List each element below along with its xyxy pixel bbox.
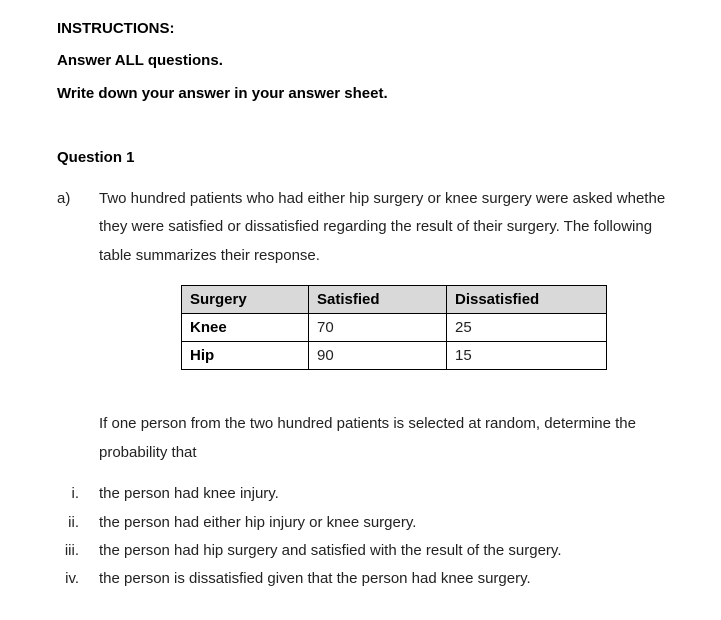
item-text: the person had knee injury. xyxy=(99,485,279,502)
header-dissatisfied: Dissatisfied xyxy=(447,286,607,314)
instructions-line-2: Write down your answer in your answer sheet. xyxy=(57,85,388,102)
item-text: the person had either hip injury or knee surgery. xyxy=(99,514,417,531)
paragraph-line-2: they were satisfied or dissatisfied regarding the result of their surgery. The following xyxy=(99,218,653,235)
table-row xyxy=(182,314,607,342)
surgery-table xyxy=(181,285,607,370)
item-text: the person had hip surgery and satisfied with the result of the surgery. xyxy=(99,542,562,559)
paragraph-line-1: Two hundred patients who had either hip surgery or knee surgery were asked whethe xyxy=(99,190,666,207)
cell-hip-satisfied: 90 xyxy=(309,342,447,370)
paragraph-line-3: table summarizes their response. xyxy=(99,247,320,264)
instructions-heading: INSTRUCTIONS: xyxy=(57,20,175,37)
header-satisfied: Satisfied xyxy=(309,286,447,314)
row-label-hip: Hip xyxy=(182,342,309,370)
item-number: ii. xyxy=(68,514,79,531)
item-text: the person is dissatisfied given that the person had knee surgery. xyxy=(99,570,531,587)
header-surgery: Surgery xyxy=(182,286,309,314)
instructions-line-1: Answer ALL questions. xyxy=(57,52,223,69)
item-number: iv. xyxy=(65,570,79,587)
row-label-knee: Knee xyxy=(182,314,309,342)
prompt-line-2: probability that xyxy=(99,444,197,461)
cell-knee-dissatisfied: 25 xyxy=(447,314,607,342)
question-title: Question 1 xyxy=(57,149,135,166)
item-number: iii. xyxy=(64,542,79,559)
part-label: a) xyxy=(57,190,71,207)
cell-knee-satisfied: 70 xyxy=(309,314,447,342)
item-number: i. xyxy=(71,485,79,502)
cell-hip-dissatisfied: 15 xyxy=(447,342,607,370)
table-header-row xyxy=(182,286,607,314)
prompt-line-1: If one person from the two hundred patients is selected at random, determine the xyxy=(99,415,636,432)
table-row xyxy=(182,342,607,370)
